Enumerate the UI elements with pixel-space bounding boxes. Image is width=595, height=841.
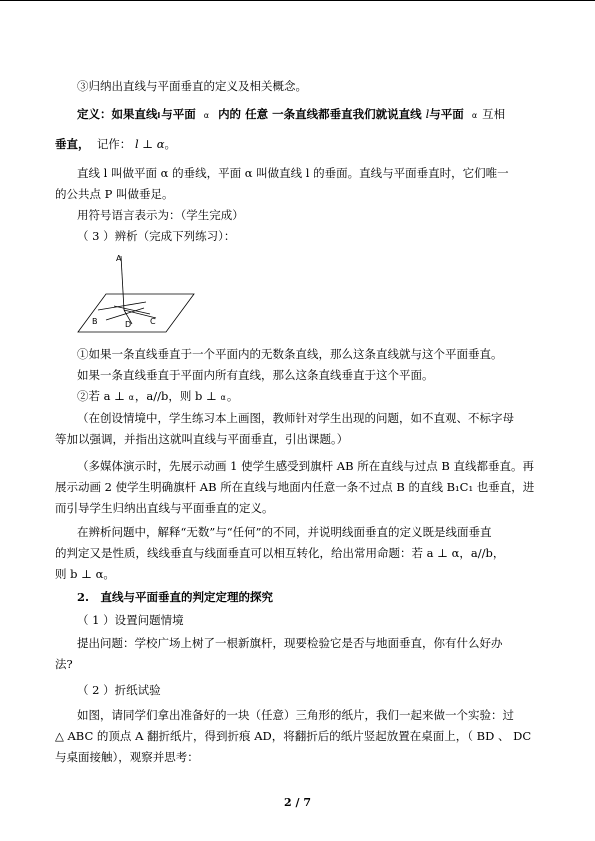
- paragraph: 的公共点 P 叫做垂足。: [55, 187, 174, 201]
- def-part: 记作：: [96, 137, 132, 151]
- stmt-part: ，a//b，则 b ⊥: [134, 389, 217, 403]
- plane-line: [106, 308, 144, 320]
- paragraph: 如图，请同学们拿出准备好的一块（任意）三角形的纸片，我们一起来做一个实验：过: [77, 708, 514, 722]
- label-b: B: [92, 317, 98, 326]
- perpendicular-line: [121, 256, 124, 310]
- label-a: A: [116, 254, 122, 263]
- line-l-symbol: l: [157, 111, 162, 120]
- paragraph: 如果一条直线垂直于平面内所有直线，那么这条直线垂直于这个平面。: [77, 368, 434, 382]
- paragraph: 等加以强调，并指出这就叫直线与平面垂直，引出课题。）: [55, 432, 349, 446]
- plane-line: [98, 302, 146, 310]
- page-number: 2 / 7: [284, 796, 311, 809]
- paragraph-statement: [77, 389, 238, 405]
- paragraph: 法?: [55, 657, 73, 671]
- label-d: D: [125, 320, 132, 329]
- paragraph: 提出问题：学校广场上树了一根新旗杆，现要检验它是否与地面垂直，你有什么好办: [77, 636, 503, 650]
- definition-line-2: [55, 137, 176, 152]
- def-part: 。: [164, 137, 177, 151]
- subsection-heading: （ 2 ）折纸试验: [77, 683, 161, 697]
- label-c: C: [150, 317, 156, 326]
- paragraph: 而引导学生归纳出直线与平面垂直的定义。: [55, 501, 274, 515]
- def-part: 定义：如果直线: [77, 107, 158, 121]
- paragraph: 与桌面接触），观察并思考：: [55, 750, 199, 764]
- plane-perpendicular-figure: [76, 252, 196, 336]
- alpha-symbol: α: [220, 393, 227, 402]
- def-part: 一条直线都垂直我们就说直线: [272, 107, 422, 121]
- stmt-part: ②若 a ⊥: [77, 389, 125, 403]
- alpha-symbol: α: [471, 111, 479, 120]
- subsection-heading: （ 1 ）设置问题情境: [77, 613, 184, 627]
- section-heading: 2. 直线与平面垂直的判定定理的探究: [77, 590, 274, 604]
- def-part: 任意: [245, 107, 269, 121]
- line-l-symbol: l: [425, 107, 430, 121]
- stmt-part: 。: [226, 389, 239, 403]
- def-part: 内的: [218, 107, 242, 121]
- notation: l ⊥ α: [134, 137, 165, 151]
- alpha-symbol: α: [203, 111, 211, 120]
- paragraph: 的判定又是性质，线线垂直与线面垂直可以相互转化，给出常用命题：若 a ⊥ α，a//b，: [55, 546, 505, 560]
- paragraph: （ 3 ）辨析（完成下列练习）：: [77, 229, 236, 243]
- plane-line: [114, 306, 150, 314]
- paragraph: 在辨析问题中，解释“无数”与“任何”的不同，并说明线面垂直的定义既是线面垂直: [77, 525, 492, 539]
- def-part: 垂直，: [55, 137, 90, 151]
- paragraph-summary: ③归纳出直线与平面垂直的定义及相关概念。: [77, 79, 307, 93]
- def-part: 与平面: [161, 107, 196, 121]
- paragraph: 展示动画 2 使学生明确旗杆 AB 所在直线与地面内任意一条不过点 B 的直线 B₁C₁ 也垂直，进: [55, 480, 535, 494]
- definition-line: [77, 107, 505, 123]
- paragraph: 直线 l 叫做平面 α 的垂线，平面 α 叫做直线 l 的垂面。直线与平面垂直时，它们唯一: [77, 166, 509, 180]
- paragraph: （多媒体演示时，先展示动画 1 使学生感受到旗杆 AB 所在直线与过点 B 直线都垂直。再: [77, 459, 534, 473]
- page-top-border: [0, 0, 595, 1]
- paragraph: ①如果一条直线垂直于一个平面内的无数条直线，那么这条直线就与这个平面垂直。: [77, 347, 503, 361]
- alpha-symbol: α: [128, 393, 135, 402]
- def-part: 与平面: [429, 107, 464, 121]
- def-part: 互相: [482, 107, 506, 121]
- paragraph: （在创设情境中，学生练习本上画图，教师针对学生出现的问题，如不直观、不标字母: [77, 411, 514, 425]
- paragraph: △ ABC 的顶点 A 翻折纸片，得到折痕 AD，将翻折后的纸片竖起放置在桌面上，（ BD 、 DC: [55, 729, 532, 743]
- paragraph: 用符号语言表示为：（学生完成）: [77, 208, 244, 222]
- paragraph: 则 b ⊥ α。: [55, 567, 115, 581]
